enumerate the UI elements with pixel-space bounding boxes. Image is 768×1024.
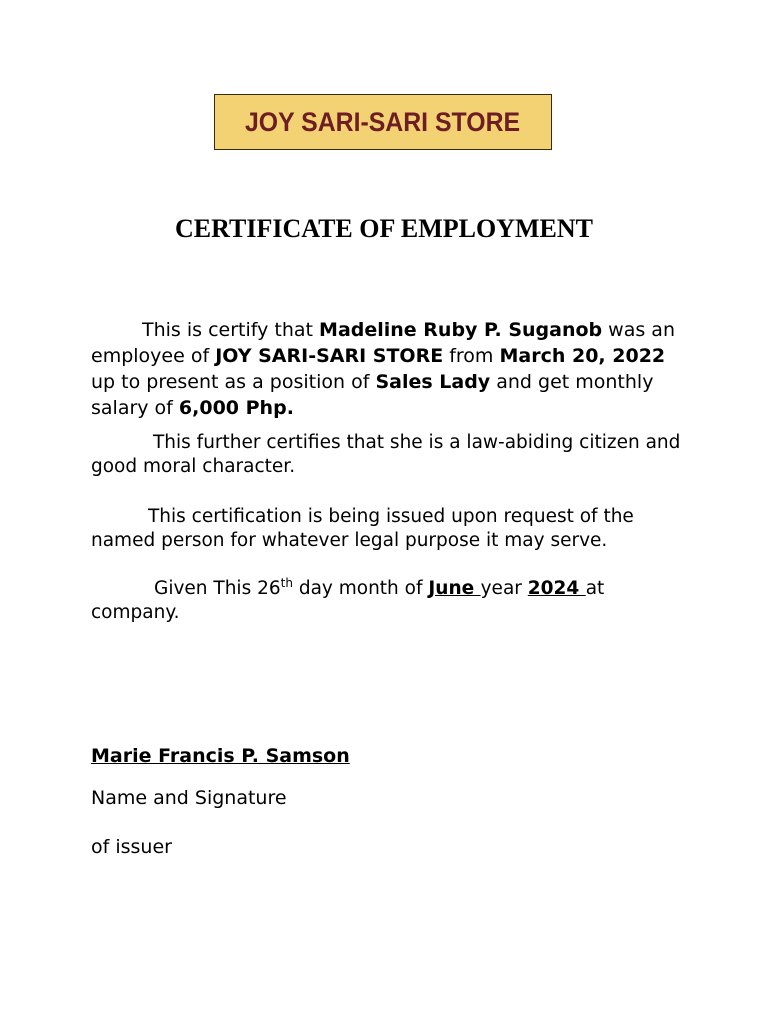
store-logo xyxy=(214,94,552,150)
company-name: JOY SARI-SARI STORE xyxy=(215,345,444,367)
start-date: March 20, 2022 xyxy=(499,345,666,367)
signature-label: Name and Signature xyxy=(91,787,287,809)
ordinal-suffix: th xyxy=(280,575,293,590)
employee-name: Madeline Ruby P. Suganob xyxy=(319,319,603,341)
paragraph-given-date: Given This 26th day month of June year 2024 at company. xyxy=(91,575,605,623)
issue-year: 2024 xyxy=(527,578,586,599)
paragraph-purpose: This certification is being issued upon request of the named person for whatever legal purpose it may serve. xyxy=(91,506,634,551)
paragraph-employment: This is certify that Madeline Ruby P. Suganob was an employee of JOY SARI-SARI STORE from March 20, 2022 up to present as a position of Sales Lady and get monthly salary of 6,000 Php. xyxy=(91,319,675,419)
store-logo-text: JOY SARI-SARI STORE xyxy=(245,106,521,137)
salary: 6,000 Php. xyxy=(178,397,294,419)
issue-month: June xyxy=(428,578,481,599)
signature-label-issuer: of issuer xyxy=(91,836,172,858)
paragraph-character: This further certifies that she is a law-abiding citizen and good moral character. xyxy=(91,432,681,477)
position: Sales Lady xyxy=(375,371,491,393)
document-title: CERTIFICATE OF EMPLOYMENT xyxy=(175,214,593,243)
issuer-name: Marie Francis P. Samson xyxy=(91,745,350,767)
